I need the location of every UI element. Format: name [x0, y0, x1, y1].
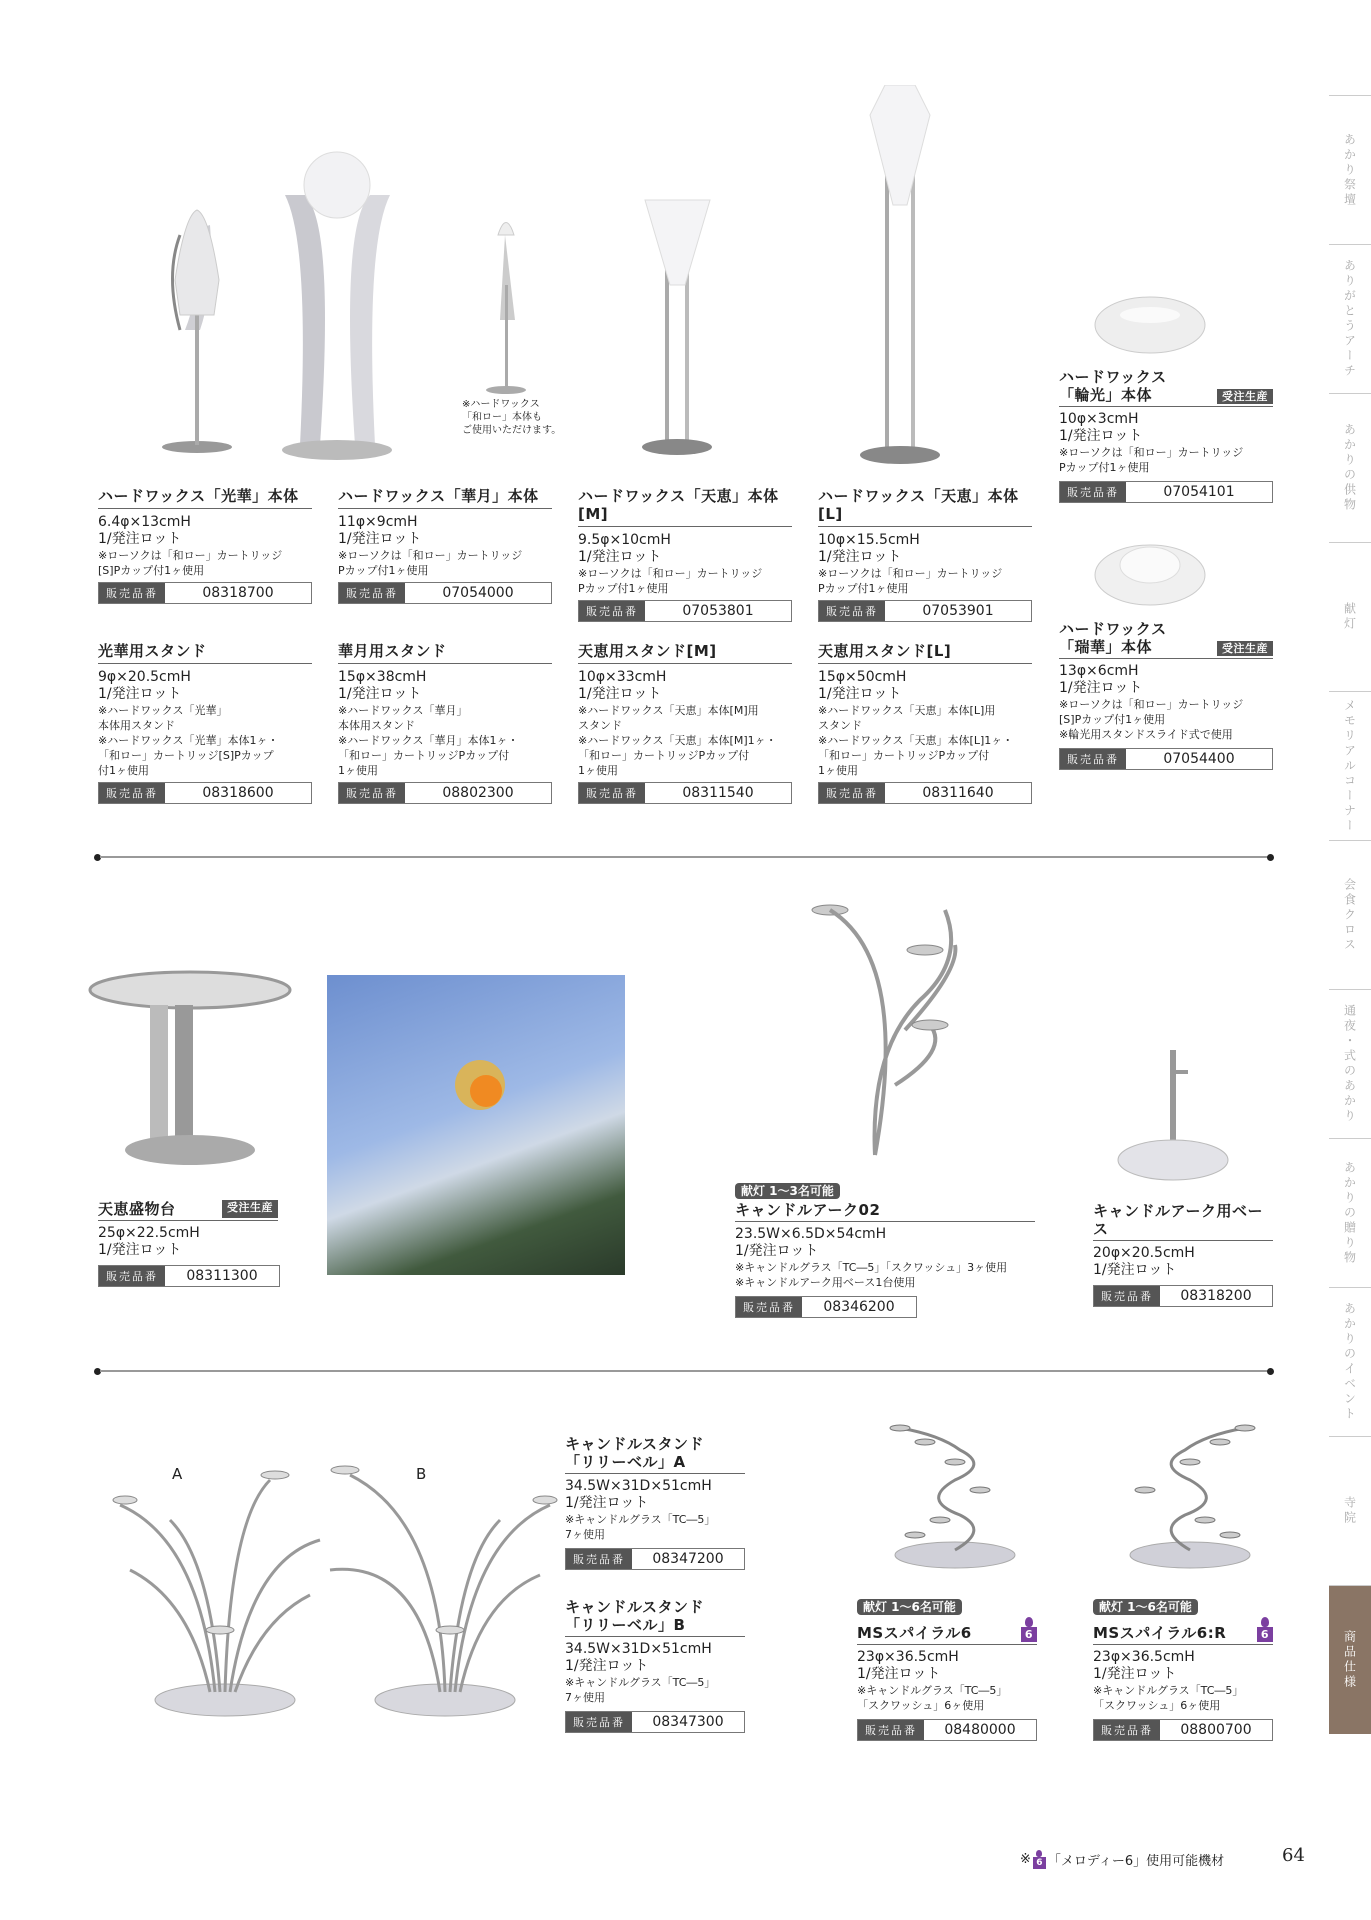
- kagetsu-small-image: [486, 223, 526, 395]
- product-code: 販売品番 08318700: [98, 582, 312, 604]
- product-lot: 1/発注ロット: [98, 531, 182, 547]
- product-note: ※ローソクは「和ロー」カートリッジ [S]Pカップ付1ヶ使用: [98, 549, 283, 577]
- sidebar-tab[interactable]: あかりのイベント: [1329, 1287, 1371, 1436]
- product-size: 10φ×15.5cmH: [818, 532, 920, 548]
- product-note: ※ハードワックス「天恵」本体[L]用 スタンド ※ハードワックス「天恵」本体[L]1ヶ・ 「和ロー」カートリッジPカップ付 1ヶ使用: [818, 704, 1014, 777]
- product-lot: 1/発注ロット: [578, 549, 662, 565]
- row2-product-3: [818, 642, 1032, 804]
- lilybell-b-image: [320, 1460, 560, 1725]
- candle-arc-base-code: 販売品番 08318200: [1093, 1285, 1273, 1307]
- row1-product-2: [578, 487, 792, 622]
- divider-dot-right: [1267, 854, 1274, 861]
- product-title: 天恵用スタンド[L]: [818, 642, 1032, 664]
- tenkei-tray-code: 販売品番 08311300: [98, 1265, 280, 1287]
- row2-product-0: [98, 642, 312, 804]
- product-code: 販売品番 07053801: [578, 600, 792, 622]
- product-code: 販売品番 07053901: [818, 600, 1032, 622]
- kagetsu-stand-image: [282, 152, 392, 460]
- lilybell-b-block: キャンドルスタンド 「リリーベル」B 34.5W×31D×51cmH 1/発注ロット ※キャンドルグラス「TC―5」 7ヶ使用 販売品番 08347300: [565, 1598, 745, 1733]
- sidebar-tab[interactable]: 会食クロス: [1329, 840, 1371, 989]
- product-note: ※ローソクは「和ロー」カートリッジ Pカップ付1ヶ使用: [338, 549, 523, 577]
- sidebar-tab[interactable]: あかり祭壇: [1329, 95, 1371, 244]
- tenkei-tray-image: [85, 965, 295, 1175]
- product-code: 販売品番 08311640: [818, 782, 1032, 804]
- lilybell-a-block: キャンドルスタンド 「リリーベル」A 34.5W×31D×51cmH 1/発注ロット ※キャンドルグラス「TC―5」 7ヶ使用 販売品番 08347200: [565, 1435, 745, 1570]
- product-code: 販売品番 08311540: [578, 782, 792, 804]
- product-size: 9.5φ×10cmH: [578, 532, 671, 548]
- product-size: 6.4φ×13cmH: [98, 514, 191, 530]
- product-size: 9φ×20.5cmH: [98, 669, 191, 685]
- rinko-code: 販売品番 07054101: [1059, 481, 1273, 503]
- sidebar-tab[interactable]: あかりの供物: [1329, 393, 1371, 542]
- product-note: ※ローソクは「和ロー」カートリッジ Pカップ付1ヶ使用: [578, 567, 763, 595]
- page-number: 64: [1282, 1845, 1305, 1866]
- row2-product-2: [578, 642, 792, 804]
- ms-spiral6-block: 献灯 1～6名可能 MSスパイラル6 6 23φ×36.5cmH 1/発注ロット ※キャンドルグラス「TC―5」 「スクワッシュ」6ヶ使用 販売品番 08480000: [857, 1596, 1037, 1741]
- koka-stand-image: [162, 210, 232, 453]
- row1-product-3: [818, 487, 1032, 622]
- ms-spiral6-code: 販売品番 08480000: [857, 1719, 1037, 1741]
- product-code: 販売品番 07054000: [338, 582, 552, 604]
- product-note: ※ハードワックス「華月」 本体用スタンド ※ハードワックス「華月」本体1ヶ・ 「和ロー」カートリッジPカップ付 1ヶ使用: [338, 704, 519, 777]
- tenkei-m-stand-image: [642, 200, 712, 455]
- product-note: ※ハードワックス「光華」 本体用スタンド ※ハードワックス「光華」本体1ヶ・ 「和ロー」カートリッジ[S]Pカップ 付1ヶ使用: [98, 704, 279, 777]
- section-divider: [100, 856, 1270, 858]
- lilybell-b-code: 販売品番 08347300: [565, 1711, 745, 1733]
- product-title: ハードワックス「天恵」本体[L]: [818, 487, 1032, 527]
- candle-arc-base-image: [1110, 1045, 1240, 1185]
- product-size: 11φ×9cmH: [338, 514, 418, 530]
- lilybell-label-b: B: [416, 1465, 427, 1483]
- row2-product-1: [338, 642, 552, 804]
- footer-note: ※ 6 「メロディー6」使用可能機材: [1020, 1852, 1225, 1869]
- rinko-title-2: 「輪光」本体 受注生産: [1059, 386, 1273, 407]
- row1-product-1: [338, 487, 552, 604]
- tenkei-l-stand-image: [860, 85, 940, 464]
- tenkei-tray-block: 天恵盛物台 受注生産 25φ×22.5cmH 1/発注ロット 販売品番 08311300: [98, 1200, 278, 1287]
- product-code: 販売品番 08802300: [338, 782, 552, 804]
- candle-arc02-code: 販売品番 08346200: [735, 1296, 917, 1318]
- kagetsu-image-note: ※ハードワックス 「和ロー」本体も ご使用いただけます。: [462, 399, 562, 436]
- rinko-block: ハードワックス 「輪光」本体 受注生産 10φ×3cmH 1/発注ロット ※ローソクは「和ロー」カートリッジ Pカップ付1ヶ使用 販売品番 07054101: [1059, 368, 1273, 503]
- product-title: 天恵用スタンド[M]: [578, 642, 792, 664]
- altar-photo: [327, 975, 625, 1275]
- product-note: ※ローソクは「和ロー」カートリッジ Pカップ付1ヶ使用: [818, 567, 1003, 595]
- product-lot: 1/発注ロット: [818, 549, 902, 565]
- sidebar-tab[interactable]: メモリアルコーナー: [1329, 691, 1371, 840]
- product-title: ハードワックス「華月」本体: [338, 487, 552, 509]
- kenpu-badge: 献灯 1～3名可能: [735, 1183, 840, 1199]
- product-title: ハードワックス「光華」本体: [98, 487, 312, 509]
- product-lot: 1/発注ロット: [818, 686, 902, 702]
- rinko-title-1: ハードワックス: [1059, 368, 1167, 386]
- product-lot: 1/発注ロット: [338, 531, 422, 547]
- product-lot: 1/発注ロット: [338, 686, 422, 702]
- lilybell-label-a: A: [172, 1465, 183, 1483]
- ms-spiral6-image: [880, 1420, 1030, 1580]
- rinko-image: [1090, 290, 1210, 360]
- product-size: 10φ×33cmH: [578, 669, 667, 685]
- product-size: 15φ×38cmH: [338, 669, 427, 685]
- product-title: 華月用スタンド: [338, 642, 552, 664]
- ms-spiral6r-code: 販売品番 08800700: [1093, 1719, 1273, 1741]
- row1-product-0: [98, 487, 312, 604]
- melody6-icon: 6: [1033, 1850, 1046, 1869]
- ms-spiral6r-image: [1115, 1420, 1265, 1580]
- zuika-image: [1090, 530, 1210, 610]
- sidebar-tab[interactable]: 寺院: [1329, 1436, 1371, 1585]
- sidebar-tabs: [1329, 95, 1371, 1734]
- product-code: 販売品番 08318600: [98, 782, 312, 804]
- sidebar-tab[interactable]: 商品仕様: [1329, 1585, 1371, 1734]
- sidebar-tab[interactable]: ありがとうアーチ: [1329, 244, 1371, 393]
- ms-spiral6r-block: 献灯 1～6名可能 MSスパイラル6:R 6 23φ×36.5cmH 1/発注ロット ※キャンドルグラス「TC―5」 「スクワッシュ」6ヶ使用 販売品番 08800700: [1093, 1596, 1273, 1741]
- altar-photo-orange: [470, 1075, 502, 1107]
- divider-dot-right-2: [1267, 1368, 1274, 1375]
- product-size: 15φ×50cmH: [818, 669, 907, 685]
- product-title: ハードワックス「天恵」本体[M]: [578, 487, 792, 527]
- candle-arc-base-block: キャンドルアーク用ベース 20φ×20.5cmH 1/発注ロット 販売品番 08318200: [1093, 1202, 1273, 1307]
- sidebar-tab[interactable]: 献灯: [1329, 542, 1371, 691]
- sidebar-tab[interactable]: あかりの贈り物: [1329, 1138, 1371, 1287]
- product-lot: 1/発注ロット: [98, 686, 182, 702]
- product-note: ※ハードワックス「天恵」本体[M]用 スタンド ※ハードワックス「天恵」本体[M]1ヶ・ 「和ロー」カートリッジPカップ付 1ヶ使用: [578, 704, 777, 777]
- product-lot: 1/発注ロット: [578, 686, 662, 702]
- section-divider-2: [100, 1370, 1270, 1372]
- sidebar-tab[interactable]: 通夜・式のあかり: [1329, 989, 1371, 1138]
- melody6-icon: 6: [1257, 1617, 1273, 1642]
- candle-arc02-block: 献灯 1～3名可能 キャンドルアーク02 23.5W×6.5D×54cmH 1/発注ロット ※キャンドルグラス「TC―5」「スクワッシュ」3ヶ使用 ※キャンドルアーク用ベース1台使用 販売品番 08346200: [735, 1180, 1035, 1318]
- zuika-block: ハードワックス 「瑞華」本体 受注生産 13φ×6cmH 1/発注ロット ※ローソクは「和ロー」カートリッジ [S]Pカップ付1ヶ使用 ※輪光用スタンドスライド式で使用 販売品番 07054400: [1059, 620, 1273, 770]
- zuika-code: 販売品番 07054400: [1059, 748, 1273, 770]
- candle-arc02-image: [800, 900, 1000, 1170]
- lilybell-a-image: [110, 1460, 350, 1725]
- melody6-icon: 6: [1021, 1617, 1037, 1642]
- product-title: 光華用スタンド: [98, 642, 312, 664]
- lilybell-a-code: 販売品番 08347200: [565, 1548, 745, 1570]
